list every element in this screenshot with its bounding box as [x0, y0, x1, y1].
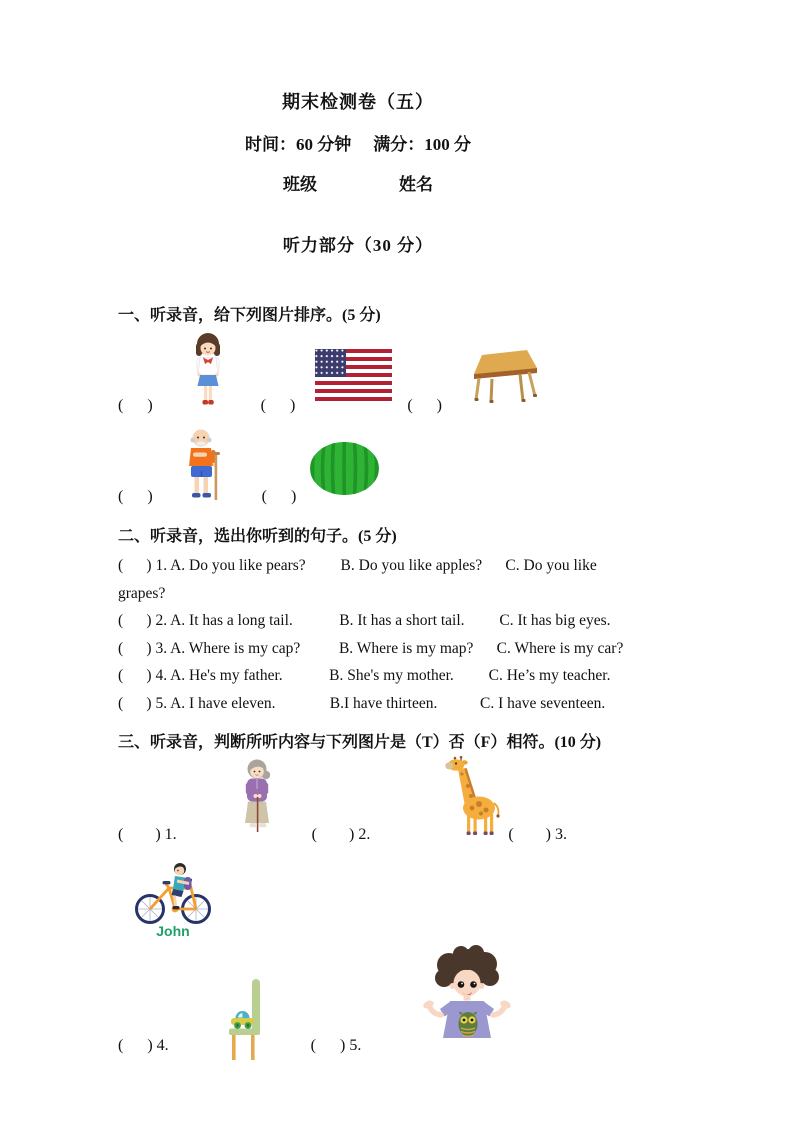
bike-rider-name-label: John — [156, 923, 190, 939]
boy-on-bicycle-image — [133, 857, 213, 939]
section1-row2 — [118, 428, 753, 507]
exam-header — [78, 88, 638, 256]
time-limit: 时间：60 分钟 — [245, 135, 352, 154]
watermelon-image — [308, 440, 381, 502]
section1-row1 — [118, 331, 753, 416]
wooden-desk-image — [465, 348, 539, 408]
chair-with-toy-car-image — [227, 977, 265, 1066]
boy-on-bicycle-icon — [133, 857, 213, 925]
chair-with-toy-car-icon — [227, 977, 265, 1061]
name-label: 姓名 — [399, 175, 433, 194]
section2-heading: 二、听录音，选出你听到的句子。(5 分) — [118, 528, 397, 545]
answer-blank-4: ( ) — [118, 488, 153, 505]
grandma-icon — [237, 758, 279, 840]
question-2-line: ( ) 2. A. It has a long tail. B. It has a short tail. C. It has big eyes. — [118, 612, 611, 629]
class-label: 班级 — [283, 175, 317, 194]
answer-blank-5: ( ) — [261, 488, 297, 505]
girl-student-icon — [188, 331, 228, 411]
shrugging-boy-icon — [421, 945, 513, 1067]
old-man-icon — [178, 428, 226, 502]
question-1-line: ( ) 1. A. Do you like pears? B. Do you like apples? C. Do you like — [118, 557, 597, 574]
answer-blank-1: ( ) — [118, 397, 153, 414]
section3-row2 — [133, 857, 753, 939]
section3-row1 — [118, 756, 753, 845]
giraffe-image — [434, 756, 504, 841]
section1-heading: 一、听录音，给下列图片排序。(5 分) — [118, 307, 381, 324]
tf-blank-3: ( ) 3. — [508, 826, 567, 843]
question-1-wrap: grapes? — [118, 584, 166, 602]
us-flag-icon — [315, 349, 392, 401]
question-3-line: ( ) 3. A. Where is my cap? B. Where is my map? C. Where is my car? — [118, 639, 624, 657]
tf-blank-1: ( ) 1. — [118, 826, 177, 843]
shrugging-boy-image — [421, 945, 513, 1072]
section3-row3 — [118, 945, 753, 1072]
giraffe-icon — [434, 756, 504, 836]
us-flag-image — [315, 349, 392, 406]
answer-blank-3: ( ) — [407, 397, 442, 414]
girl-student-image — [188, 331, 228, 416]
old-man-image — [178, 428, 226, 507]
question-4-line: ( ) 4. A. He's my father. B. She's my mother. C. He’s my teacher. — [118, 667, 611, 684]
grandma-image — [237, 758, 279, 845]
answer-blank-2: ( ) — [260, 397, 296, 414]
tf-blank-2: ( ) 2. — [311, 826, 371, 843]
class-name-line — [78, 170, 638, 195]
full-score: 满分：100 分 — [373, 135, 471, 154]
tf-blank-5: ( ) 5. — [310, 1037, 362, 1054]
section3-heading: 三、听录音，判断所听内容与下列图片是（T）否（F）相符。(10 分) — [118, 734, 602, 751]
tf-blank-4: ( ) 4. — [118, 1037, 169, 1054]
exam-meta-line — [78, 130, 638, 155]
question-5-line: ( ) 5. A. I have eleven. B.I have thirteen. C. I have seventeen. — [118, 694, 606, 712]
watermelon-icon — [308, 440, 381, 497]
wooden-desk-icon — [465, 348, 539, 403]
listening-part-title: 听力部分（30 分） — [282, 236, 434, 255]
exam-title: 期末检测卷（五） — [282, 92, 434, 112]
